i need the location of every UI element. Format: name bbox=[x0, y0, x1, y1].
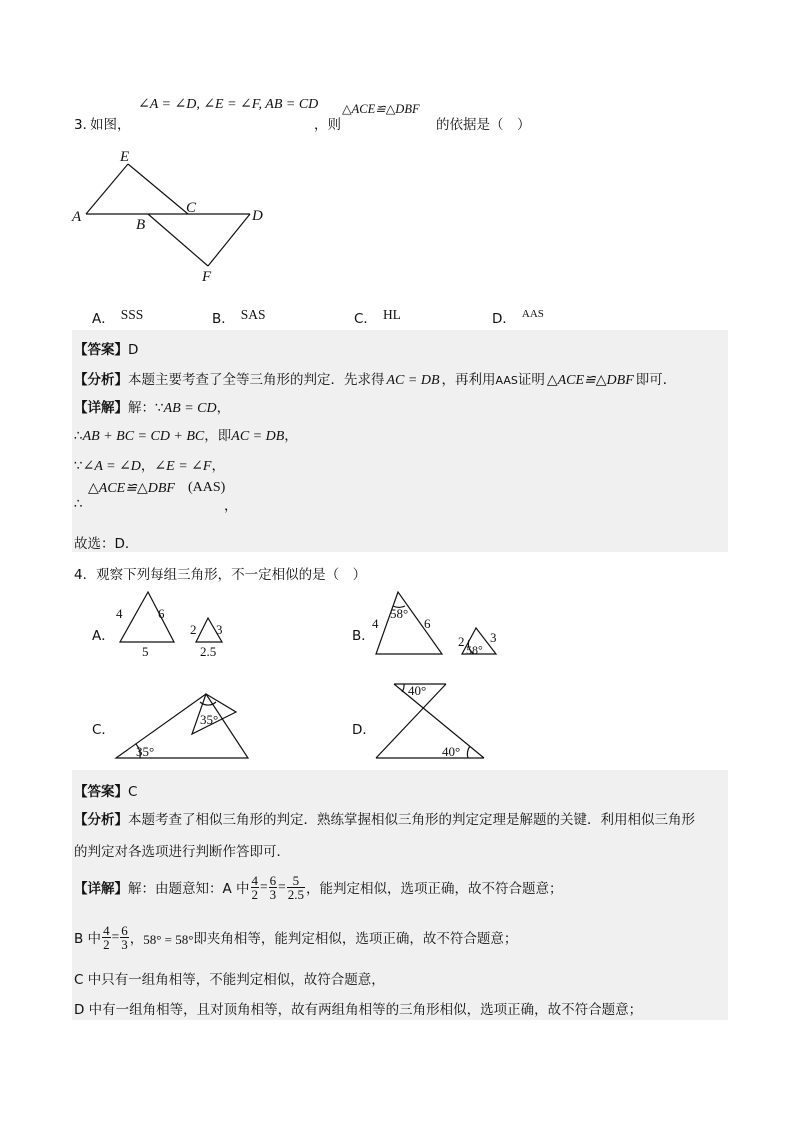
angle-arc bbox=[467, 746, 470, 758]
q4-detail-c: C 中只有一组角相等，不能判定相似，故符合题意， bbox=[74, 972, 385, 988]
q4-option-a-letter[interactable]: A． bbox=[92, 628, 115, 644]
label-c: C bbox=[186, 200, 197, 216]
angle-label: 35° bbox=[200, 712, 219, 727]
q3-detail-3: ∵∠A = ∠D，∠E = ∠F， bbox=[74, 458, 225, 474]
q4-answer: 【答案】C bbox=[74, 784, 138, 800]
q3-figure bbox=[66, 146, 276, 286]
triangle-large bbox=[120, 592, 174, 642]
angle-label: 35° bbox=[136, 744, 155, 759]
label-b: B bbox=[136, 217, 146, 233]
side-label: 6 bbox=[158, 606, 165, 621]
q3-stem bbox=[74, 97, 734, 144]
angle-label: 40° bbox=[408, 683, 427, 698]
q3-option-c[interactable]: C． HL bbox=[354, 307, 401, 327]
label-f: F bbox=[202, 269, 212, 285]
q4-option-b-letter[interactable]: B． bbox=[352, 628, 375, 644]
side-label: 3 bbox=[216, 622, 223, 637]
q4-option-c-letter[interactable]: C． bbox=[92, 722, 115, 738]
q4-option-d-figure bbox=[370, 680, 490, 762]
segment-fd bbox=[208, 214, 250, 266]
q3-option-d[interactable]: D． $^{AAS}$ bbox=[492, 308, 544, 327]
fraction: $\frac{6}{3}$ bbox=[121, 922, 128, 952]
q4-option-d-letter[interactable]: D． bbox=[352, 722, 376, 738]
q3-option-b[interactable]: B． SAS bbox=[212, 307, 266, 327]
q4-solution-box bbox=[72, 770, 728, 1020]
q4-question: 观察下列每组三角形，不一定相似的是（ ） bbox=[96, 567, 367, 583]
angle-label: 58° bbox=[390, 606, 409, 621]
fraction: $\frac{4}{2}$ bbox=[103, 922, 110, 952]
angle-label: 40° bbox=[442, 744, 461, 759]
label-e: E bbox=[120, 149, 130, 165]
side-label: 3 bbox=[490, 630, 497, 645]
fraction: $\frac{5}{2.5}$ bbox=[287, 872, 305, 902]
q3-condition: ∠A = ∠D, ∠E = ∠F, AB = CD bbox=[138, 97, 319, 112]
q4-detail-b: B 中 $\frac{4}{2}$ = $\frac{6}{3}$ ， 58° = 58° 即夹角相等，能判定相似，选项正确，故不符合题意； bbox=[74, 922, 518, 952]
side-label: 4 bbox=[372, 616, 379, 631]
q4-detail-a: 【详解】 解：由题意知：A 中 $\frac{4}{2}$ = $\frac{6}{3}$ = $\frac{5}{2.5}$ ，能判定相似，选项正确，故不符合题意； bbox=[74, 872, 563, 902]
q3-intro: 如图， bbox=[90, 117, 131, 133]
side-label: 5 bbox=[142, 644, 149, 659]
q4-number: 4． bbox=[74, 567, 97, 583]
side-label: 4 bbox=[116, 606, 123, 621]
label-a: A bbox=[72, 209, 82, 225]
side-label: 2 bbox=[458, 634, 465, 649]
angle-arc bbox=[402, 684, 404, 692]
side-label: 2.5 bbox=[200, 644, 217, 659]
q3-option-a[interactable]: A． SSS bbox=[92, 307, 144, 327]
q3-tail: 的依据是（ ） bbox=[436, 117, 531, 133]
q3-detail-1: 【详解】解：∵AB = CD， bbox=[74, 400, 231, 416]
q3-then: ，则 bbox=[314, 117, 341, 133]
fraction: $\frac{6}{3}$ bbox=[269, 872, 277, 902]
q4-option-b-figure bbox=[366, 588, 506, 660]
side-label: 6 bbox=[424, 616, 431, 631]
q3-detail-2: ∴AB + BC = CD + BC，即AC = DB， bbox=[74, 428, 298, 444]
triangle-large bbox=[376, 592, 442, 654]
q3-answer: 【答案】D bbox=[74, 342, 139, 358]
q4-analysis-1: 【分析】本题考查了相似三角形的判定．熟练掌握相似三角形的判定定理是解题的关键．利用相似三角形 bbox=[74, 812, 695, 828]
fraction: $\frac{4}{2}$ bbox=[251, 872, 259, 902]
segment-ae bbox=[86, 164, 128, 214]
q3-choice: 故选：D． bbox=[74, 536, 139, 552]
angle-label: 58° bbox=[466, 643, 483, 657]
q4-analysis-2: 的判定对各选项进行判断作答即可． bbox=[74, 844, 290, 860]
q4-detail-d: D 中有一组角相等，且对顶角相等，故有两组角相等的三角形相似，选项正确，故不符合题意； bbox=[74, 1002, 643, 1018]
segment-ec bbox=[128, 164, 188, 214]
q3-solution-box: 【答案】D 【分析】本题主要考查了全等三角形的判定．先求得 AC = DB ，再利用AAS证明 △ACE≌△DBF 即可． 【详解】解：∵AB = CD， ∴AB + BC = CD + BC，即AC = DB， ∵∠A = ∠D，∠E = ∠F， ∴ △ACE≌△DBF (AAS) ， 故选：D． bbox=[72, 330, 728, 552]
segment-bf bbox=[148, 214, 208, 266]
q3-analysis: 【分析】本题主要考查了全等三角形的判定．先求得 AC = DB ，再利用AAS证明 △ACE≌△DBF 即可． bbox=[74, 372, 677, 388]
label-d: D bbox=[252, 208, 263, 224]
q4-stem bbox=[74, 563, 366, 583]
q3-number: 3． bbox=[74, 117, 97, 133]
q4-option-c-figure bbox=[108, 690, 250, 762]
q4-option-a-figure bbox=[108, 586, 238, 662]
q3-triangles: △ACE≌△DBF bbox=[342, 102, 420, 116]
side-label: 2 bbox=[190, 622, 197, 637]
